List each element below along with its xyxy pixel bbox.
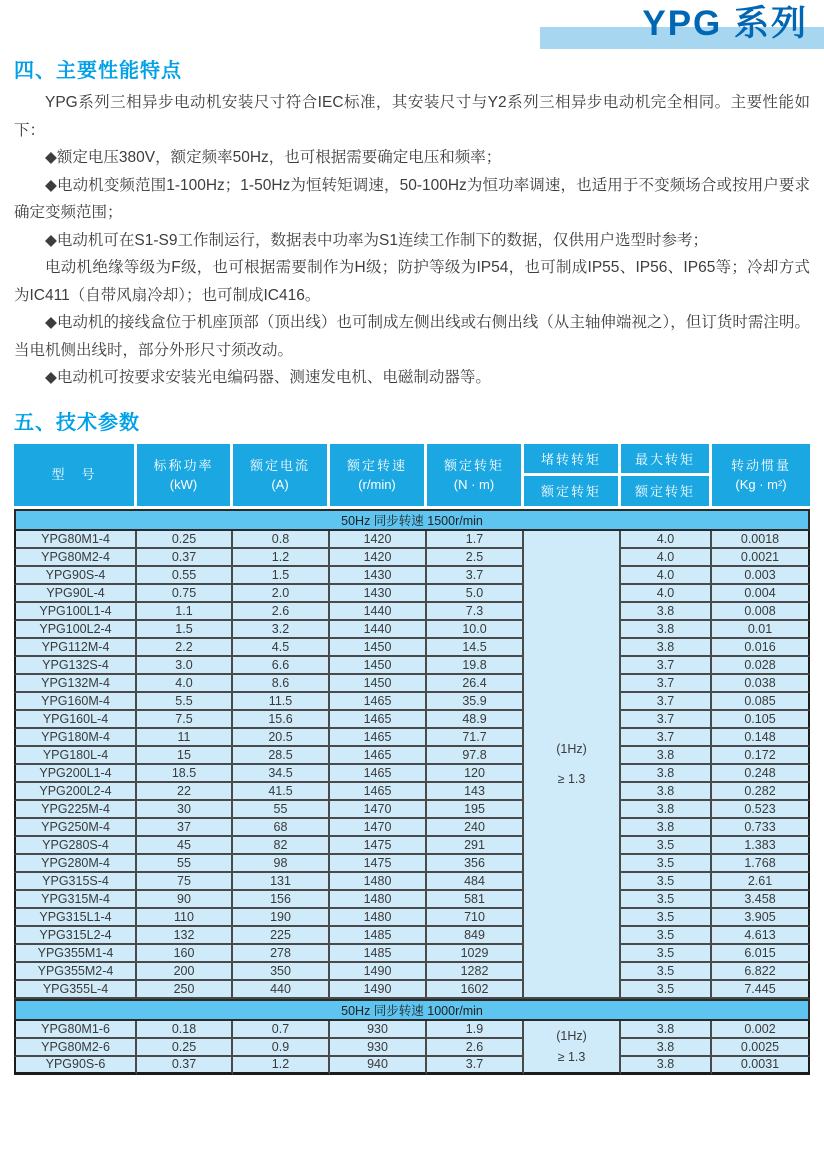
section-band: 50Hz 同步转速 1500r/min xyxy=(14,509,810,531)
value-cell: 0.8 xyxy=(233,531,330,549)
value-cell: 1.5 xyxy=(137,621,233,639)
value-cell: 1450 xyxy=(330,639,427,657)
inertia-cell: 1.768 xyxy=(712,855,810,873)
table-row xyxy=(14,963,810,981)
max-torque-cell: 4.0 xyxy=(621,567,712,585)
value-cell: 0.18 xyxy=(137,1021,233,1039)
value-cell: 1.1 xyxy=(137,603,233,621)
column-header: 标称功率 (kW) xyxy=(137,444,233,509)
table-row xyxy=(14,567,810,585)
model-cell: YPG355L-4 xyxy=(14,981,137,999)
value-cell: 278 xyxy=(233,945,330,963)
max-torque-cell: 3.8 xyxy=(621,1021,712,1039)
value-cell: 350 xyxy=(233,963,330,981)
value-cell: 45 xyxy=(137,837,233,855)
value-cell: 2.0 xyxy=(233,585,330,603)
value-cell: 28.5 xyxy=(233,747,330,765)
model-cell: YPG315L2-4 xyxy=(14,927,137,945)
max-torque-cell: 3.8 xyxy=(621,801,712,819)
value-cell: 0.55 xyxy=(137,567,233,585)
value-cell: 1420 xyxy=(330,549,427,567)
value-cell: 8.6 xyxy=(233,675,330,693)
feature-paragraph: YPG系列三相异步电动机安装尺寸符合IEC标准，其安装尺寸与Y2系列三相异步电动机完全相同。主要性能如下： xyxy=(14,94,810,139)
value-cell: 0.37 xyxy=(137,549,233,567)
spec-table xyxy=(14,444,810,1075)
model-cell: YPG355M1-4 xyxy=(14,945,137,963)
value-cell: 3.7 xyxy=(427,567,524,585)
value-cell: 1465 xyxy=(330,765,427,783)
value-cell: 940 xyxy=(330,1057,427,1075)
inertia-cell: 1.383 xyxy=(712,837,810,855)
section-band-row xyxy=(14,999,810,1021)
locked-rotor-torque-text: (1Hz) xyxy=(556,1028,587,1043)
value-cell: 110 xyxy=(137,909,233,927)
feature-paragraph: ◆电动机的接线盒位于机座顶部（顶出线）也可制成左侧出线或右侧出线（从主轴伸端视之），但订货时需注明。当电机侧出线时，部分外形尺寸须改动。 xyxy=(14,314,810,359)
value-cell: 1.2 xyxy=(233,1057,330,1075)
inertia-cell: 0.028 xyxy=(712,657,810,675)
max-torque-cell: 3.7 xyxy=(621,693,712,711)
value-cell: 0.75 xyxy=(137,585,233,603)
value-cell: 3.2 xyxy=(233,621,330,639)
value-cell: 55 xyxy=(137,855,233,873)
value-cell: 0.25 xyxy=(137,531,233,549)
features-heading: 四、主要性能特点 xyxy=(14,60,182,82)
value-cell: 200 xyxy=(137,963,233,981)
value-cell: 1.7 xyxy=(427,531,524,549)
inertia-cell: 3.905 xyxy=(712,909,810,927)
value-cell: 3.7 xyxy=(427,1057,524,1075)
value-cell: 1282 xyxy=(427,963,524,981)
model-cell: YPG80M1-6 xyxy=(14,1021,137,1039)
value-cell: 4.5 xyxy=(233,639,330,657)
value-cell: 1430 xyxy=(330,567,427,585)
model-cell: YPG180M-4 xyxy=(14,729,137,747)
value-cell: 11.5 xyxy=(233,693,330,711)
max-torque-cell: 3.5 xyxy=(621,981,712,999)
max-torque-cell: 3.8 xyxy=(621,1039,712,1057)
model-cell: YPG112M-4 xyxy=(14,639,137,657)
feature-paragraph: ◆电动机变频范围1-100Hz；1-50Hz为恒转矩调速，50-100Hz为恒功率调速，也适用于不变频场合或按用户要求确定变频范围； xyxy=(14,176,810,221)
max-torque-cell: 3.7 xyxy=(621,675,712,693)
max-torque-cell: 3.8 xyxy=(621,621,712,639)
inertia-cell: 0.016 xyxy=(712,639,810,657)
table-row xyxy=(14,657,810,675)
value-cell: 1480 xyxy=(330,891,427,909)
model-cell: YPG100L2-4 xyxy=(14,621,137,639)
value-cell: 11 xyxy=(137,729,233,747)
column-header: 额定转矩 (N · m) xyxy=(427,444,524,509)
model-cell: YPG90S-6 xyxy=(14,1057,137,1075)
value-cell: 6.6 xyxy=(233,657,330,675)
table-row xyxy=(14,981,810,999)
value-cell: 68 xyxy=(233,819,330,837)
inertia-cell: 7.445 xyxy=(712,981,810,999)
column-header: 型 号 xyxy=(14,444,137,509)
table-row xyxy=(14,639,810,657)
table-row xyxy=(14,693,810,711)
value-cell: 20.5 xyxy=(233,729,330,747)
max-torque-cell: 3.8 xyxy=(621,819,712,837)
value-cell: 1465 xyxy=(330,711,427,729)
inertia-cell: 4.613 xyxy=(712,927,810,945)
max-torque-cell: 3.8 xyxy=(621,747,712,765)
value-cell: 0.9 xyxy=(233,1039,330,1057)
inertia-cell: 2.61 xyxy=(712,873,810,891)
value-cell: 2.6 xyxy=(233,603,330,621)
value-cell: 1.9 xyxy=(427,1021,524,1039)
table-row xyxy=(14,801,810,819)
table-row xyxy=(14,909,810,927)
value-cell: 1475 xyxy=(330,837,427,855)
column-header: 最大转矩 额定转矩 xyxy=(621,444,712,509)
table-row xyxy=(14,531,810,549)
table-row xyxy=(14,621,810,639)
value-cell: 131 xyxy=(233,873,330,891)
inertia-cell: 0.038 xyxy=(712,675,810,693)
masthead xyxy=(0,0,824,50)
model-cell: YPG132S-4 xyxy=(14,657,137,675)
value-cell: 225 xyxy=(233,927,330,945)
table-row xyxy=(14,1057,810,1075)
max-torque-cell: 3.5 xyxy=(621,909,712,927)
column-header: 堵转转矩 额定转矩 xyxy=(524,444,621,509)
inertia-cell: 0.282 xyxy=(712,783,810,801)
model-cell: YPG315M-4 xyxy=(14,891,137,909)
value-cell: 30 xyxy=(137,801,233,819)
value-cell: 10.0 xyxy=(427,621,524,639)
max-torque-cell: 4.0 xyxy=(621,549,712,567)
inertia-cell: 0.01 xyxy=(712,621,810,639)
table-row xyxy=(14,837,810,855)
inertia-cell: 0.0018 xyxy=(712,531,810,549)
inertia-cell: 0.0021 xyxy=(712,549,810,567)
inertia-cell: 0.148 xyxy=(712,729,810,747)
max-torque-cell: 3.5 xyxy=(621,873,712,891)
max-torque-cell: 4.0 xyxy=(621,585,712,603)
locked-rotor-torque-text: ≥ 1.3 xyxy=(557,1049,586,1064)
series-title: YPG 系列 xyxy=(642,4,808,43)
value-cell: 1465 xyxy=(330,729,427,747)
inertia-cell: 0.733 xyxy=(712,819,810,837)
value-cell: 26.4 xyxy=(427,675,524,693)
value-cell: 1465 xyxy=(330,693,427,711)
max-torque-cell: 3.8 xyxy=(621,603,712,621)
value-cell: 0.25 xyxy=(137,1039,233,1057)
model-cell: YPG80M2-4 xyxy=(14,549,137,567)
value-cell: 35.9 xyxy=(427,693,524,711)
value-cell: 1450 xyxy=(330,675,427,693)
table-row xyxy=(14,675,810,693)
max-torque-cell: 3.5 xyxy=(621,837,712,855)
max-torque-cell: 3.8 xyxy=(621,1057,712,1075)
value-cell: 5.0 xyxy=(427,585,524,603)
table-row xyxy=(14,873,810,891)
value-cell: 2.5 xyxy=(427,549,524,567)
table-row xyxy=(14,1039,810,1057)
model-cell: YPG80M1-4 xyxy=(14,531,137,549)
value-cell: 160 xyxy=(137,945,233,963)
max-torque-cell: 4.0 xyxy=(621,531,712,549)
value-cell: 97.8 xyxy=(427,747,524,765)
value-cell: 1440 xyxy=(330,621,427,639)
value-cell: 143 xyxy=(427,783,524,801)
value-cell: 930 xyxy=(330,1039,427,1057)
model-cell: YPG200L1-4 xyxy=(14,765,137,783)
value-cell: 1470 xyxy=(330,819,427,837)
value-cell: 0.37 xyxy=(137,1057,233,1075)
table-row xyxy=(14,765,810,783)
table-row xyxy=(14,747,810,765)
model-cell: YPG100L1-4 xyxy=(14,603,137,621)
value-cell: 1430 xyxy=(330,585,427,603)
inertia-cell: 0.004 xyxy=(712,585,810,603)
table-row xyxy=(14,819,810,837)
value-cell: 98 xyxy=(233,855,330,873)
inertia-cell: 0.0025 xyxy=(712,1039,810,1057)
value-cell: 1470 xyxy=(330,801,427,819)
table-row xyxy=(14,711,810,729)
feature-paragraph: ◆电动机可按要求安装光电编码器、测速发电机、电磁制动器等。 xyxy=(45,369,491,386)
value-cell: 190 xyxy=(233,909,330,927)
model-cell: YPG280M-4 xyxy=(14,855,137,873)
table-row xyxy=(14,891,810,909)
value-cell: 15 xyxy=(137,747,233,765)
value-cell: 1602 xyxy=(427,981,524,999)
model-cell: YPG90S-4 xyxy=(14,567,137,585)
section-band-row xyxy=(14,509,810,531)
value-cell: 930 xyxy=(330,1021,427,1039)
locked-rotor-torque-cell xyxy=(524,531,621,999)
inertia-cell: 0.002 xyxy=(712,1021,810,1039)
model-cell: YPG280S-4 xyxy=(14,837,137,855)
table-row xyxy=(14,783,810,801)
column-header: 额定转速 (r/min) xyxy=(330,444,427,509)
specs-heading: 五、技术参数 xyxy=(14,411,140,434)
value-cell: 90 xyxy=(137,891,233,909)
value-cell: 0.7 xyxy=(233,1021,330,1039)
value-cell: 82 xyxy=(233,837,330,855)
value-cell: 132 xyxy=(137,927,233,945)
inertia-cell: 0.085 xyxy=(712,693,810,711)
value-cell: 291 xyxy=(427,837,524,855)
inertia-cell: 6.015 xyxy=(712,945,810,963)
value-cell: 19.8 xyxy=(427,657,524,675)
max-torque-cell: 3.5 xyxy=(621,963,712,981)
inertia-cell: 3.458 xyxy=(712,891,810,909)
value-cell: 1485 xyxy=(330,945,427,963)
table-row xyxy=(14,855,810,873)
features-paragraphs xyxy=(14,89,810,392)
model-cell: YPG355M2-4 xyxy=(14,963,137,981)
model-cell: YPG250M-4 xyxy=(14,819,137,837)
value-cell: 3.0 xyxy=(137,657,233,675)
value-cell: 440 xyxy=(233,981,330,999)
section-band: 50Hz 同步转速 1000r/min xyxy=(14,999,810,1021)
value-cell: 1.2 xyxy=(233,549,330,567)
max-torque-cell: 3.8 xyxy=(621,783,712,801)
value-cell: 581 xyxy=(427,891,524,909)
value-cell: 7.5 xyxy=(137,711,233,729)
inertia-cell: 0.172 xyxy=(712,747,810,765)
value-cell: 710 xyxy=(427,909,524,927)
value-cell: 1480 xyxy=(330,873,427,891)
value-cell: 1.5 xyxy=(233,567,330,585)
value-cell: 1465 xyxy=(330,783,427,801)
value-cell: 356 xyxy=(427,855,524,873)
table-row xyxy=(14,729,810,747)
max-torque-cell: 3.8 xyxy=(621,765,712,783)
value-cell: 1450 xyxy=(330,657,427,675)
value-cell: 1480 xyxy=(330,909,427,927)
table-row xyxy=(14,1021,810,1039)
value-cell: 120 xyxy=(427,765,524,783)
value-cell: 1490 xyxy=(330,981,427,999)
value-cell: 156 xyxy=(233,891,330,909)
value-cell: 1465 xyxy=(330,747,427,765)
model-cell: YPG225M-4 xyxy=(14,801,137,819)
value-cell: 2.6 xyxy=(427,1039,524,1057)
value-cell: 14.5 xyxy=(427,639,524,657)
max-torque-cell: 3.7 xyxy=(621,711,712,729)
value-cell: 484 xyxy=(427,873,524,891)
inertia-cell: 6.822 xyxy=(712,963,810,981)
column-header: 转动惯量 (Kg · m²) xyxy=(712,444,810,509)
value-cell: 1440 xyxy=(330,603,427,621)
model-cell: YPG160L-4 xyxy=(14,711,137,729)
model-cell: YPG180L-4 xyxy=(14,747,137,765)
value-cell: 18.5 xyxy=(137,765,233,783)
value-cell: 2.2 xyxy=(137,639,233,657)
value-cell: 195 xyxy=(427,801,524,819)
value-cell: 41.5 xyxy=(233,783,330,801)
inertia-cell: 0.248 xyxy=(712,765,810,783)
value-cell: 5.5 xyxy=(137,693,233,711)
locked-rotor-torque-text: (1Hz) xyxy=(556,741,587,756)
value-cell: 15.6 xyxy=(233,711,330,729)
value-cell: 22 xyxy=(137,783,233,801)
value-cell: 1485 xyxy=(330,927,427,945)
max-torque-cell: 3.8 xyxy=(621,639,712,657)
inertia-cell: 0.105 xyxy=(712,711,810,729)
max-torque-cell: 3.5 xyxy=(621,927,712,945)
value-cell: 37 xyxy=(137,819,233,837)
value-cell: 34.5 xyxy=(233,765,330,783)
feature-paragraph: 电动机绝缘等级为F级，也可根据需要制作为H级；防护等级为IP54，也可制成IP55、IP56、IP65等；冷却方式为IC411（自带风扇冷却）；也可制成IC416。 xyxy=(14,259,810,304)
value-cell: 240 xyxy=(427,819,524,837)
inertia-cell: 0.003 xyxy=(712,567,810,585)
value-cell: 55 xyxy=(233,801,330,819)
table-row xyxy=(14,585,810,603)
locked-rotor-torque-text: ≥ 1.3 xyxy=(557,771,586,786)
value-cell: 4.0 xyxy=(137,675,233,693)
value-cell: 48.9 xyxy=(427,711,524,729)
feature-paragraph: ◆电动机可在S1-S9工作制运行，数据表中功率为S1连续工作制下的数据，仅供用户选型时参考； xyxy=(45,231,708,249)
max-torque-cell: 3.7 xyxy=(621,657,712,675)
locked-rotor-torque-cell xyxy=(524,1021,621,1075)
value-cell: 1420 xyxy=(330,531,427,549)
model-cell: YPG315S-4 xyxy=(14,873,137,891)
model-cell: YPG80M2-6 xyxy=(14,1039,137,1057)
table-row xyxy=(14,549,810,567)
value-cell: 1475 xyxy=(330,855,427,873)
max-torque-cell: 3.7 xyxy=(621,729,712,747)
model-cell: YPG132M-4 xyxy=(14,675,137,693)
value-cell: 71.7 xyxy=(427,729,524,747)
table-row xyxy=(14,945,810,963)
feature-paragraph: ◆额定电压380V，额定频率50Hz，也可根据需要确定电压和频率； xyxy=(45,149,502,166)
value-cell: 250 xyxy=(137,981,233,999)
max-torque-cell: 3.5 xyxy=(621,945,712,963)
inertia-cell: 0.008 xyxy=(712,603,810,621)
value-cell: 75 xyxy=(137,873,233,891)
column-header: 额定电流 (A) xyxy=(233,444,330,509)
table-row xyxy=(14,927,810,945)
model-cell: YPG160M-4 xyxy=(14,693,137,711)
max-torque-cell: 3.5 xyxy=(621,891,712,909)
model-cell: YPG315L1-4 xyxy=(14,909,137,927)
model-cell: YPG90L-4 xyxy=(14,585,137,603)
model-cell: YPG200L2-4 xyxy=(14,783,137,801)
value-cell: 1029 xyxy=(427,945,524,963)
max-torque-cell: 3.5 xyxy=(621,855,712,873)
value-cell: 849 xyxy=(427,927,524,945)
inertia-cell: 0.0031 xyxy=(712,1057,810,1075)
value-cell: 1490 xyxy=(330,963,427,981)
inertia-cell: 0.523 xyxy=(712,801,810,819)
table-row xyxy=(14,603,810,621)
value-cell: 7.3 xyxy=(427,603,524,621)
